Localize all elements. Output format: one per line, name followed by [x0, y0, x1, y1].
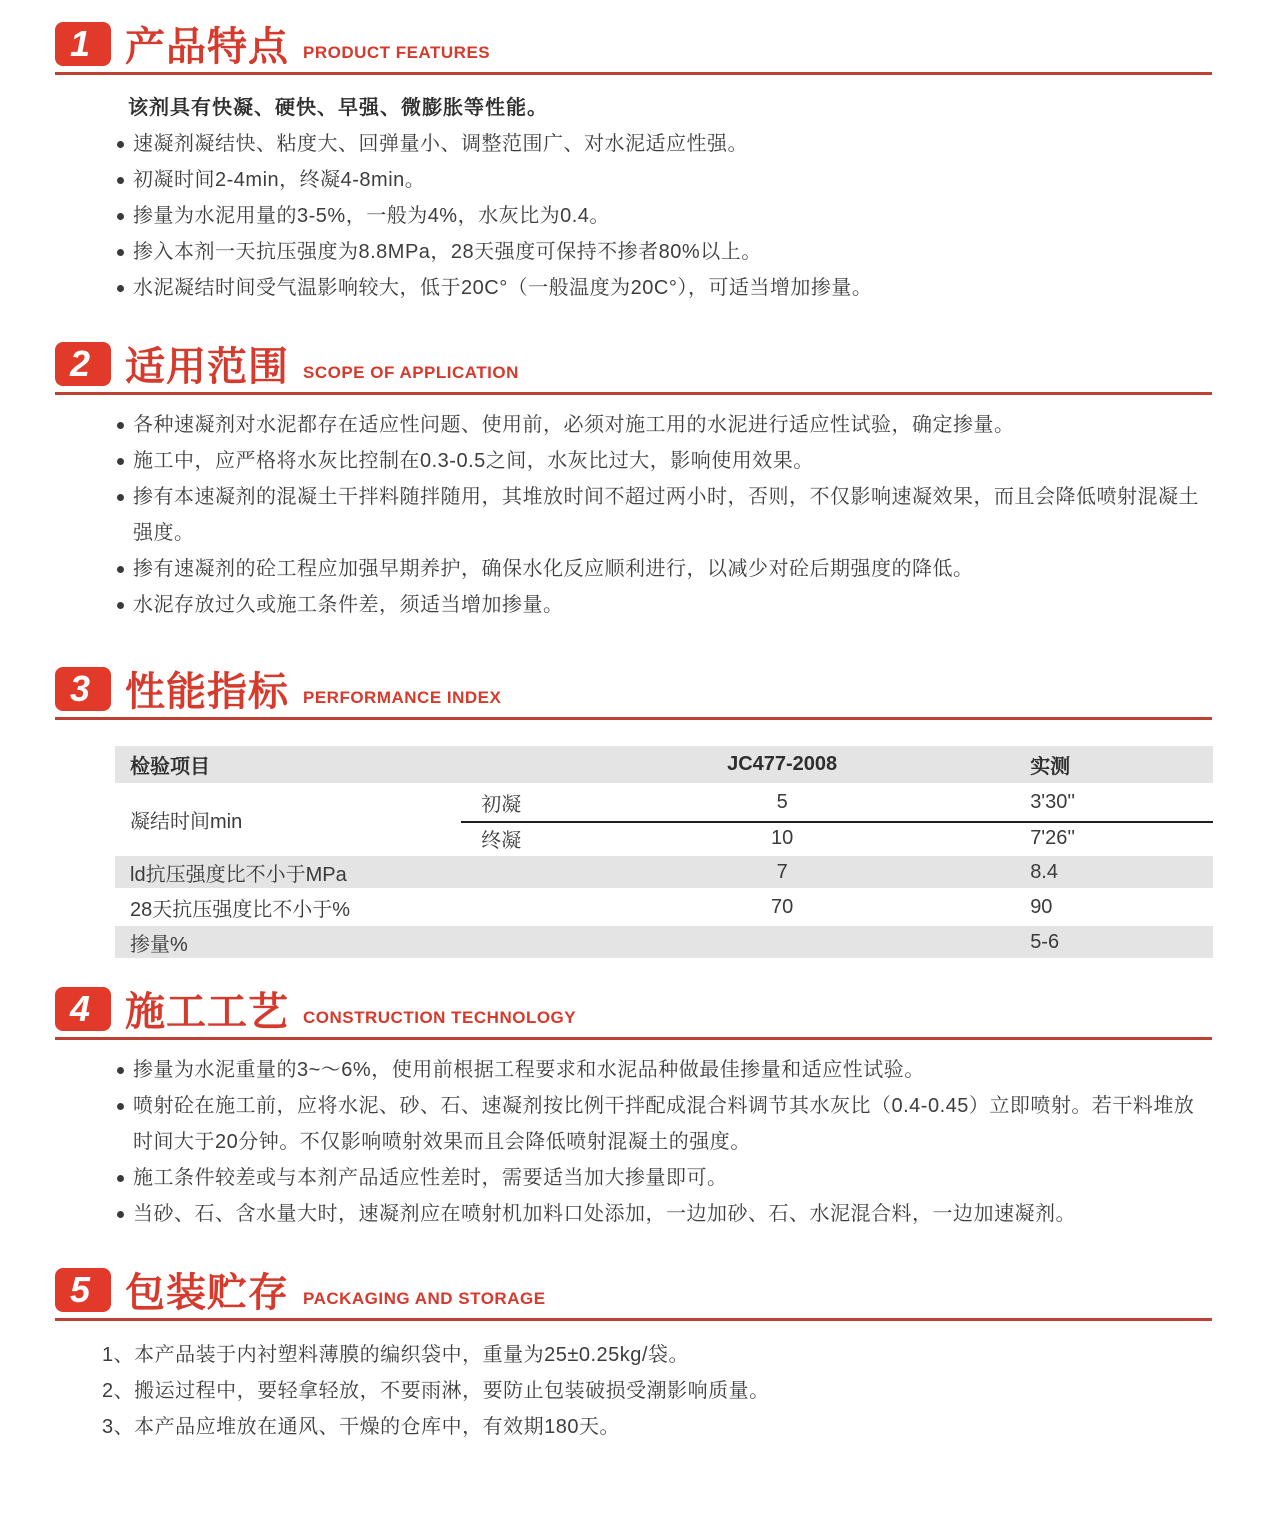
section-subtitle: PRODUCT FEATURES [303, 43, 491, 62]
table-row [115, 891, 1213, 926]
list-item-text: 初凝时间2-4min，终凝4-8min。 [133, 169, 426, 191]
section-header [55, 342, 1212, 395]
list-item-text: 水泥存放过久或施工条件差，须适当增加掺量。 [133, 594, 564, 616]
list-item [117, 234, 1212, 270]
table-row [115, 856, 1213, 891]
bullet-icon [117, 1175, 124, 1182]
bullet-list [117, 407, 1212, 623]
bullet-list [117, 126, 1212, 306]
table-cell: 7 [614, 856, 950, 891]
bullet-icon [117, 249, 124, 256]
list-item-text: 掺入本剂一天抗压强度为8.8MPa，28天强度可保持不掺者80%以上。 [133, 241, 762, 263]
list-item [117, 1160, 1212, 1196]
list-item: 3、本产品应堆放在通风、干燥的仓库中，有效期180天。 [102, 1416, 620, 1438]
list-item-text: 施工中，应严格将水灰比控制在0.3-0.5之间，水灰比过大，影响使用效果。 [133, 450, 814, 472]
list-item [117, 587, 1212, 623]
list-item [117, 1088, 1212, 1160]
table-cell: 终凝 [461, 821, 614, 856]
bullet-icon [117, 177, 124, 184]
table-header-cell: 实测 [950, 746, 1213, 786]
bullet-icon [117, 1103, 124, 1110]
list-item [117, 162, 1212, 198]
table-cell: 8.4 [950, 856, 1213, 891]
section-scope-of-application [55, 342, 1212, 623]
list-item [117, 479, 1212, 551]
table-row [115, 926, 1213, 961]
section-number-badge: 1 [55, 22, 111, 66]
section-title: 适用范围 [125, 345, 289, 389]
bullet-icon [117, 494, 124, 501]
table-cell: 5 [614, 786, 950, 821]
section-header [55, 987, 1212, 1040]
section-product-features [55, 22, 1212, 306]
table-row [115, 786, 1213, 821]
bullet-icon [117, 422, 124, 429]
list-item [117, 443, 1212, 479]
list-item: 2、搬运过程中，要轻拿轻放，不要雨淋，要防止包装破损受潮影响质量。 [102, 1380, 770, 1402]
bullet-list [117, 1052, 1212, 1232]
list-item [117, 198, 1212, 234]
section-title: 性能指标 [125, 670, 289, 714]
section-number-badge: 3 [55, 667, 111, 711]
bullet-icon [117, 141, 124, 148]
section-title: 包装贮存 [125, 1271, 289, 1315]
bullet-icon [117, 458, 124, 465]
list-item [117, 126, 1212, 162]
table-cell: 掺量% [115, 926, 614, 961]
list-item [117, 551, 1212, 587]
table-cell: 10 [614, 821, 950, 856]
list-item [117, 1196, 1212, 1232]
table-cell: 凝结时间min [115, 786, 461, 856]
section-construction-technology [55, 987, 1212, 1232]
section-subtitle: PACKAGING AND STORAGE [303, 1289, 546, 1308]
section-number-badge: 5 [55, 1268, 111, 1312]
section-subtitle: CONSTRUCTION TECHNOLOGY [303, 1008, 577, 1027]
performance-table [115, 746, 1213, 961]
section-header [55, 22, 1212, 75]
bullet-icon [117, 285, 124, 292]
numbered-list [102, 1337, 1212, 1445]
bullet-icon [117, 1067, 124, 1074]
bullet-icon [117, 602, 124, 609]
list-item [117, 270, 1212, 306]
list-item-text: 水泥凝结时间受气温影响较大，低于20C°（一般温度为20C°），可适当增加掺量。 [133, 277, 873, 299]
section-subtitle: SCOPE OF APPLICATION [303, 363, 519, 382]
section-header [55, 1268, 1212, 1321]
table-cell: 7'26'' [950, 821, 1213, 856]
table-header-row [115, 746, 1213, 786]
section-number-badge: 4 [55, 987, 111, 1031]
list-item-text: 各种速凝剂对水泥都存在适应性问题、使用前，必须对施工用的水泥进行适应性试验，确定掺量。 [133, 414, 1015, 436]
table-cell: 28天抗压强度比不小于% [115, 891, 614, 926]
section-number-badge: 2 [55, 342, 111, 386]
list-item-text: 掺量为水泥用量的3-5%，一般为4%，水灰比为0.4。 [133, 205, 610, 227]
bullet-icon [117, 1211, 124, 1218]
list-item-text: 当砂、石、含水量大时，速凝剂应在喷射机加料口处添加，一边加砂、石、水泥混合料，一边加速凝剂。 [133, 1203, 1076, 1225]
table-cell: 70 [614, 891, 950, 926]
table-cell: 3'30'' [950, 786, 1213, 821]
list-item-text: 喷射砼在施工前，应将水泥、砂、石、速凝剂按比例干拌配成混合料调节其水灰比（0.4-0.45）立即喷射。若干料堆放时间大于20分钟。不仅影响喷射效果而且会降低喷射混凝土的强度。 [133, 1095, 1195, 1153]
list-item [117, 1052, 1212, 1088]
list-item [117, 407, 1212, 443]
section-intro: 该剂具有快凝、硬快、早强、微膨胀等性能。 [128, 97, 548, 119]
list-item-text: 掺量为水泥重量的3~～6%，使用前根据工程要求和水泥品种做最佳掺量和适应性试验。 [133, 1059, 925, 1081]
table-cell: 90 [950, 891, 1213, 926]
list-item: 1、本产品装于内衬塑料薄膜的编织袋中，重量为25±0.25kg/袋。 [102, 1344, 689, 1366]
bullet-icon [117, 566, 124, 573]
section-packaging-and-storage [55, 1268, 1212, 1445]
table-header-cell: 检验项目 [115, 746, 614, 786]
table-cell: 5-6 [950, 926, 1213, 961]
table-cell [614, 926, 950, 961]
table-cell: ld抗压强度比不小于MPa [115, 856, 614, 891]
list-item-text: 施工条件较差或与本剂产品适应性差时，需要适当加大掺量即可。 [133, 1167, 728, 1189]
section-title: 施工工艺 [125, 990, 289, 1034]
section-performance-index [55, 667, 1212, 961]
list-item-text: 掺有本速凝剂的混凝土干拌料随拌随用，其堆放时间不超过两小时，否则，不仅影响速凝效果，而且会降低喷射混凝土强度。 [133, 486, 1199, 544]
section-title: 产品特点 [125, 25, 289, 69]
section-header [55, 667, 1212, 720]
table-header-cell: JC477-2008 [614, 746, 950, 786]
list-item-text: 掺有速凝剂的砼工程应加强早期养护，确保水化反应顺利进行，以减少对砼后期强度的降低。 [133, 558, 974, 580]
section-subtitle: PERFORMANCE INDEX [303, 688, 502, 707]
table-cell: 初凝 [461, 786, 614, 821]
bullet-icon [117, 213, 124, 220]
list-item-text: 速凝剂凝结快、粘度大、回弹量小、调整范围广、对水泥适应性强。 [133, 133, 748, 155]
